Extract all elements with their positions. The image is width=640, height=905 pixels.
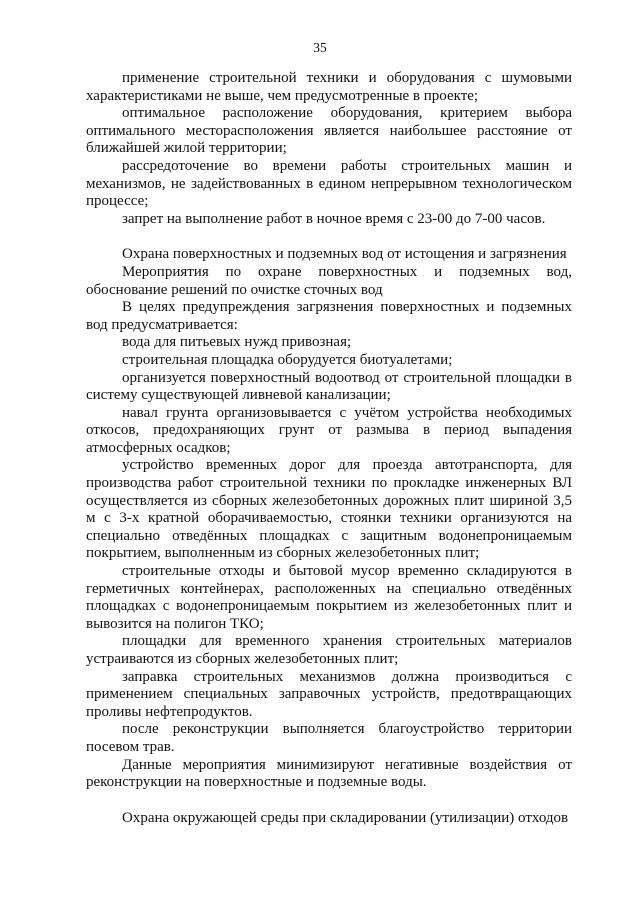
paragraph: применение строительной техники и оборудования с шумовыми характеристиками не выше, чем предусмотренные в проекте; <box>86 70 572 104</box>
document-body <box>86 70 572 827</box>
paragraph: В целях предупреждения загрязнения поверхностных и подземных вод предусматривается: <box>86 299 572 333</box>
paragraph: запрет на выполнение работ в ночное время с 23-00 до 7-00 часов. <box>122 210 546 227</box>
list-item: навал грунта организовывается с учётом устройства необходимых откосов, предохраняющих грунт от размыва в период выпадения атмосферных осадков; <box>86 404 572 456</box>
section-heading-waste: Охрана окружающей среды при складировании (утилизации) отходов <box>122 809 569 826</box>
list-item: площадки для временного хранения строительных материалов устраиваются из сборных железобетонных плит; <box>86 633 572 667</box>
list-item: заправка строительных механизмов должна производиться с применением специальных заправочных устройств, предотвращающих проливы нефтепродуктов. <box>86 668 572 720</box>
page-number: 35 <box>313 40 327 55</box>
paragraph: Данные мероприятия минимизируют негативные воздействия от реконструкции на поверхностные и подземные воды. <box>86 756 572 791</box>
list-item: строительная площадка оборудуется биотуалетами; <box>122 351 453 368</box>
section-heading-water: Охрана поверхностных и подземных вод от истощения и загрязнения <box>122 246 567 263</box>
list-item: после реконструкции выполняется благоустройство территории посевом трав. <box>86 721 572 755</box>
list-item: строительные отходы и бытовой мусор временно складируются в герметичных контейнерах, расположенных на специально отведённых площадках с водонепроницаемым покрытием из железобетонных плит и вывозится на полигон ТКО; <box>86 563 572 632</box>
paragraph: оптимальное расположение оборудования, критерием выбора оптимального месторасположения является наибольшее расстояние от ближайшей жилой территории; <box>86 105 572 157</box>
list-item: вода для питьевых нужд привозная; <box>122 334 352 351</box>
list-item: организуется поверхностный водоотвод от строительной площадки в систему существующей ливневой канализации; <box>86 369 572 404</box>
paragraph: рассредоточение во времени работы строительных машин и механизмов, не задействованных в едином непрерывном технологическом процессе; <box>86 157 572 210</box>
paragraph: Мероприятия по охране поверхностных и подземных вод, обоснование решений по очистке сточных вод <box>86 263 572 298</box>
list-item: устройство временных дорог для проезда автотранспорта, для производства работ строительной техники по прокладке инженерных ВЛ осуществляется из сборных железобетонных дорожных плит шириной 3,5 м с 3-х кратной оборачиваемостью, стоянки техники организуются на специально отведённых площадках с защитным водонепроницаемым покрытием, выполненным из сборных железобетонных плит; <box>86 457 572 562</box>
